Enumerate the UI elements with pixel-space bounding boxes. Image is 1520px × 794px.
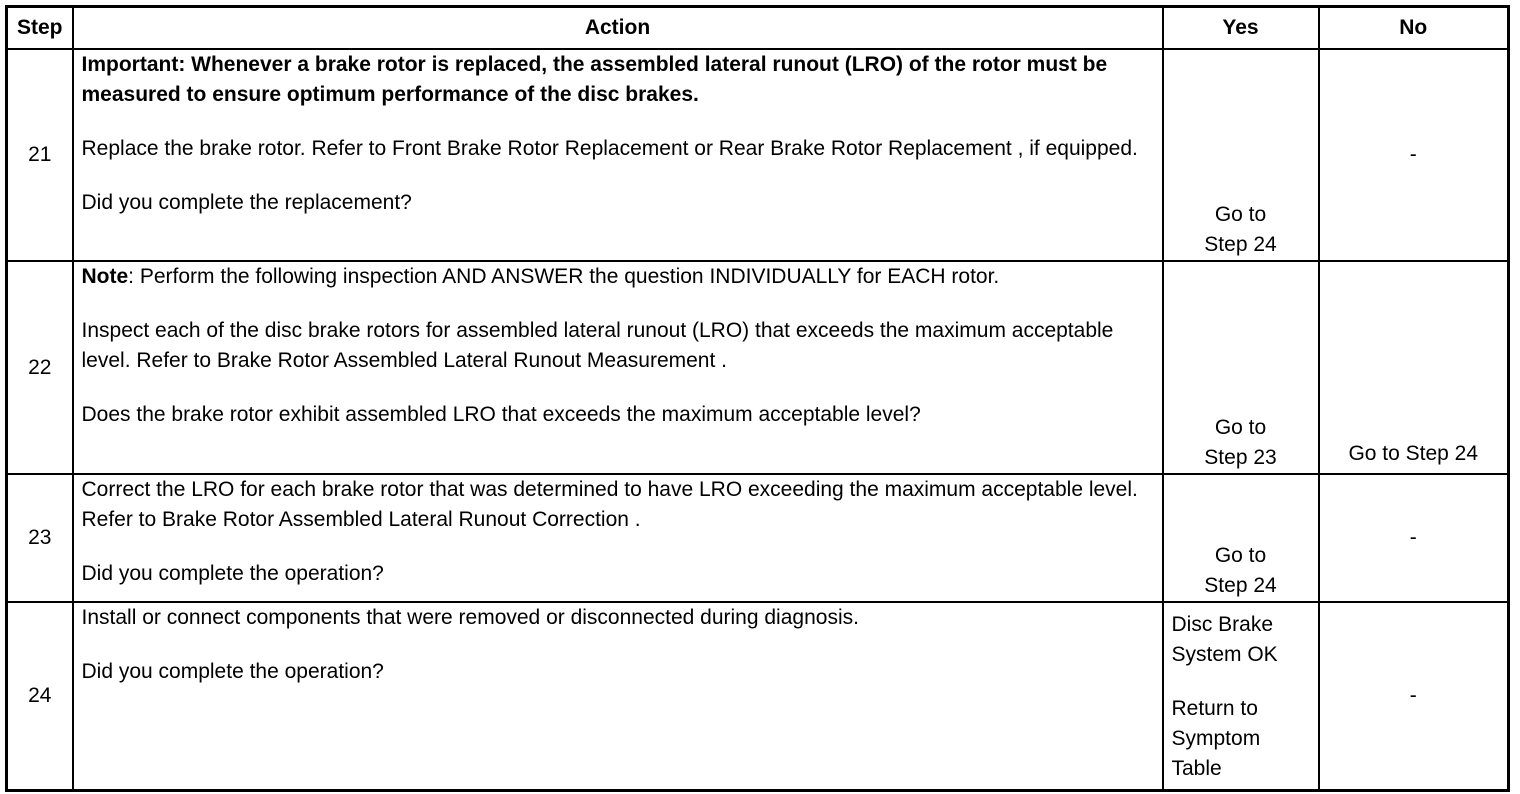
yes-line: Go to (1214, 416, 1267, 439)
note-text (82, 262, 1154, 292)
header-row (7, 7, 1509, 50)
header-action: Action (73, 7, 1163, 50)
yes-line: Step 24 (1204, 574, 1277, 597)
important-label: Important (81, 53, 179, 76)
table-row (7, 474, 1509, 602)
step-number: 24 (7, 602, 73, 790)
instruction-text: Replace the brake rotor. Refer to Front Brake Rotor Replacement or Rear Brake Rotor Replacement , if equipped. (81, 137, 1138, 160)
action-cell (73, 602, 1163, 790)
header-no: No (1319, 7, 1509, 50)
yes-line: Go to (1214, 544, 1267, 567)
note-label: Note (81, 265, 129, 288)
yes-cell (1163, 261, 1319, 474)
yes-line: Table (1171, 757, 1222, 780)
instruction-text: Inspect each of the disc brake rotors for assembled lateral runout (LRO) that exceeds the maximum acceptable level. Refer to Brake Rotor Assembled Lateral Runout Measurement . (81, 319, 1114, 372)
question-text: Did you complete the replacement? (81, 191, 412, 214)
header-yes: Yes (1163, 7, 1319, 50)
table-row (7, 49, 1509, 261)
no-cell: - (1319, 49, 1509, 261)
step-number: 21 (7, 49, 73, 261)
yes-line: Step 24 (1204, 233, 1277, 256)
action-cell (73, 49, 1163, 261)
yes-line: Step 23 (1204, 446, 1277, 469)
important-text: : Whenever a brake rotor is replaced, the assembled lateral runout (LRO) of the rotor must be measured to ensure optimum performance of the disc brakes. (81, 53, 1108, 106)
step-number: 23 (7, 474, 73, 602)
yes-line: Disc Brake (1171, 613, 1274, 636)
yes-outcome (1172, 694, 1310, 784)
yes-cell (1163, 602, 1319, 790)
step-number: 22 (7, 261, 73, 474)
yes-line: Go to (1214, 203, 1267, 226)
question-text: Did you complete the operation? (81, 562, 384, 585)
header-step: Step (7, 7, 73, 50)
question-text: Did you complete the operation? (81, 660, 384, 683)
yes-line: System OK (1171, 643, 1278, 666)
instruction-text: Correct the LRO for each brake rotor that was determined to have LRO exceeding the maximum acceptable level. Refer to Brake Rotor Assembled Lateral Runout Correction . (81, 478, 1138, 531)
no-cell: - (1319, 474, 1509, 602)
yes-cell (1163, 474, 1319, 602)
yes-line: Return to (1171, 697, 1258, 720)
no-cell: - (1319, 602, 1509, 790)
question-text: Does the brake rotor exhibit assembled LRO that exceeds the maximum acceptable level? (81, 403, 921, 426)
no-cell: Go to Step 24 (1319, 261, 1509, 474)
important-note (82, 50, 1154, 110)
action-cell (73, 261, 1163, 474)
action-cell (73, 474, 1163, 602)
yes-outcome (1172, 610, 1310, 670)
table-row (7, 602, 1509, 790)
note-body: : Perform the following inspection AND ANSWER the question INDIVIDUALLY for EACH rotor. (128, 265, 1000, 288)
instruction-text: Install or connect components that were removed or disconnected during diagnosis. (81, 606, 859, 629)
table-row (7, 261, 1509, 474)
diagnostic-table (5, 5, 1510, 792)
yes-cell (1163, 49, 1319, 261)
yes-line: Symptom (1171, 727, 1261, 750)
